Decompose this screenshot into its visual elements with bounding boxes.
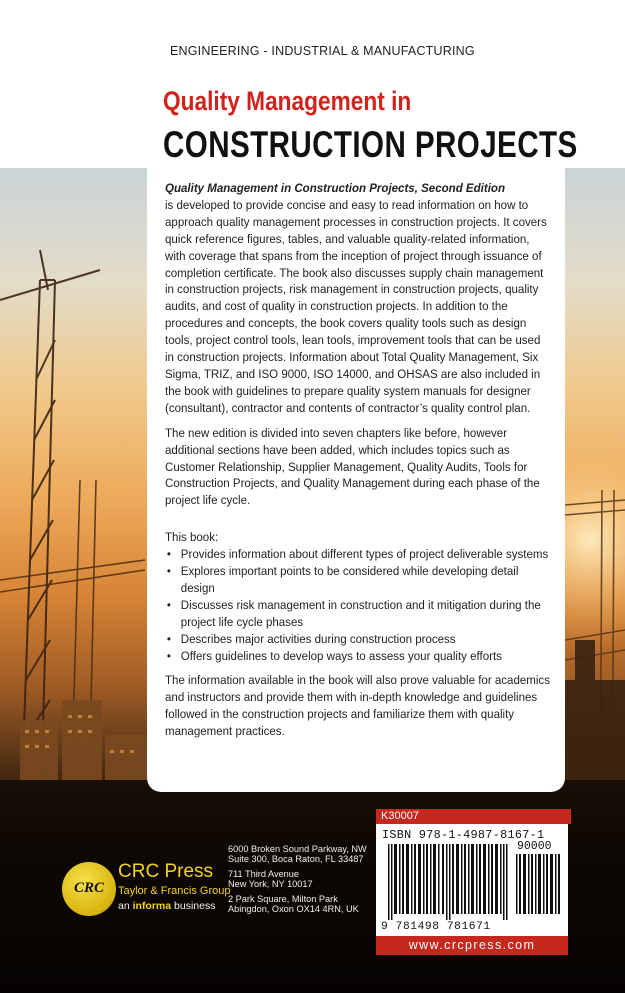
isbn-barcode [376,824,568,936]
closing-paragraph: The information available in the book will also prove valuable for academics and instructors and provide them with in-depth knowledge and guidelines followed in the construction projects and familiarize them with quality management practices. [165,673,550,739]
paragraph-2: The new edition is divided into seven chapters like before, however additional sections have been added, which includes topics such as Customer Relationship, Supplier Management, Quality Audits, Tools for Construction Projects, and Quality Management during each phase of the project life cycle. [165,425,540,508]
publisher-website[interactable]: www.crcpress.com [376,936,568,955]
isbn-number: ISBN 978-1-4987-8167-1 [382,828,545,842]
address-line: 6000 Broken Sound Parkway, NW [228,844,367,854]
publisher-name: CRC Press [118,861,214,882]
description-panel [147,166,565,792]
paragraph-1: is developed to provide concise and easy to read information on how to approach quality management processes in construction projects. It covers quick reference figures, tables, and valuable quality-related information, with coverage that spans from the inception of project through issuance of completion certificate. The book also discusses supply chain management in construction projects, risk management in construction projects, quality audits, and cost of quality in construction projects. In addition to the procedures and concepts, the book covers quality tools such as design tools, project control tools, lean tools, improvement tools that can be used in construction projects. Information about Total Quality Management, Six Sigma, TRIZ, and ISO 9000, ISO 14000, and OHSAS are also included in the book with guidelines to prepare quality system manuals for designer (consultant), contractor and contents of contractor’s quality control plan. [165,197,547,415]
price-addon: 90000 [517,840,552,853]
list-item: • Offers guidelines to develop ways to assess your quality efforts [165,648,551,665]
list-item: • Discusses risk management in construction and it mitigation during the project life cycle phases [165,597,551,631]
informa-brand: informa [132,900,172,912]
informa-suffix: business [174,900,216,912]
book-title-italic: Quality Management in Construction Projects, Second Edition [165,181,505,195]
ean-number: 9 781498 781671 [381,921,491,933]
list-intro: This book: [165,530,219,545]
informa-tagline [118,900,216,912]
address-line: 2 Park Square, Milton Park [228,893,338,904]
list-item: • Explores important points to be considered while developing detail design [165,563,551,597]
informa-prefix: an [118,900,130,912]
crc-logo-text: CRC [73,880,104,896]
feature-list [165,546,551,664]
intro-paragraph [165,180,551,417]
addon-bars [516,854,562,914]
subject-category: ENGINEERING - INDUSTRIAL & MANUFACTURING [170,44,475,58]
address-line: Abingdon, Oxon OX14 4RN, UK [228,904,359,915]
publisher-addresses [228,844,367,914]
list-item: • Describes major activities during construction process [165,631,551,648]
list-item: • Provides information about different types of project deliverable systems [165,546,551,563]
product-code: K30007 [376,809,571,824]
publisher-group: Taylor & Francis Group [118,885,231,897]
book-title-line2: CONSTRUCTION PROJECTS [163,124,578,165]
address-line: New York, NY 10017 [228,879,313,890]
address-line: Suite 300, Boca Raton, FL 33487 [228,854,364,865]
ean-bars [388,844,510,920]
address-line: 711 Third Avenue [228,868,300,879]
book-title-line1: Quality Management in [163,86,412,116]
